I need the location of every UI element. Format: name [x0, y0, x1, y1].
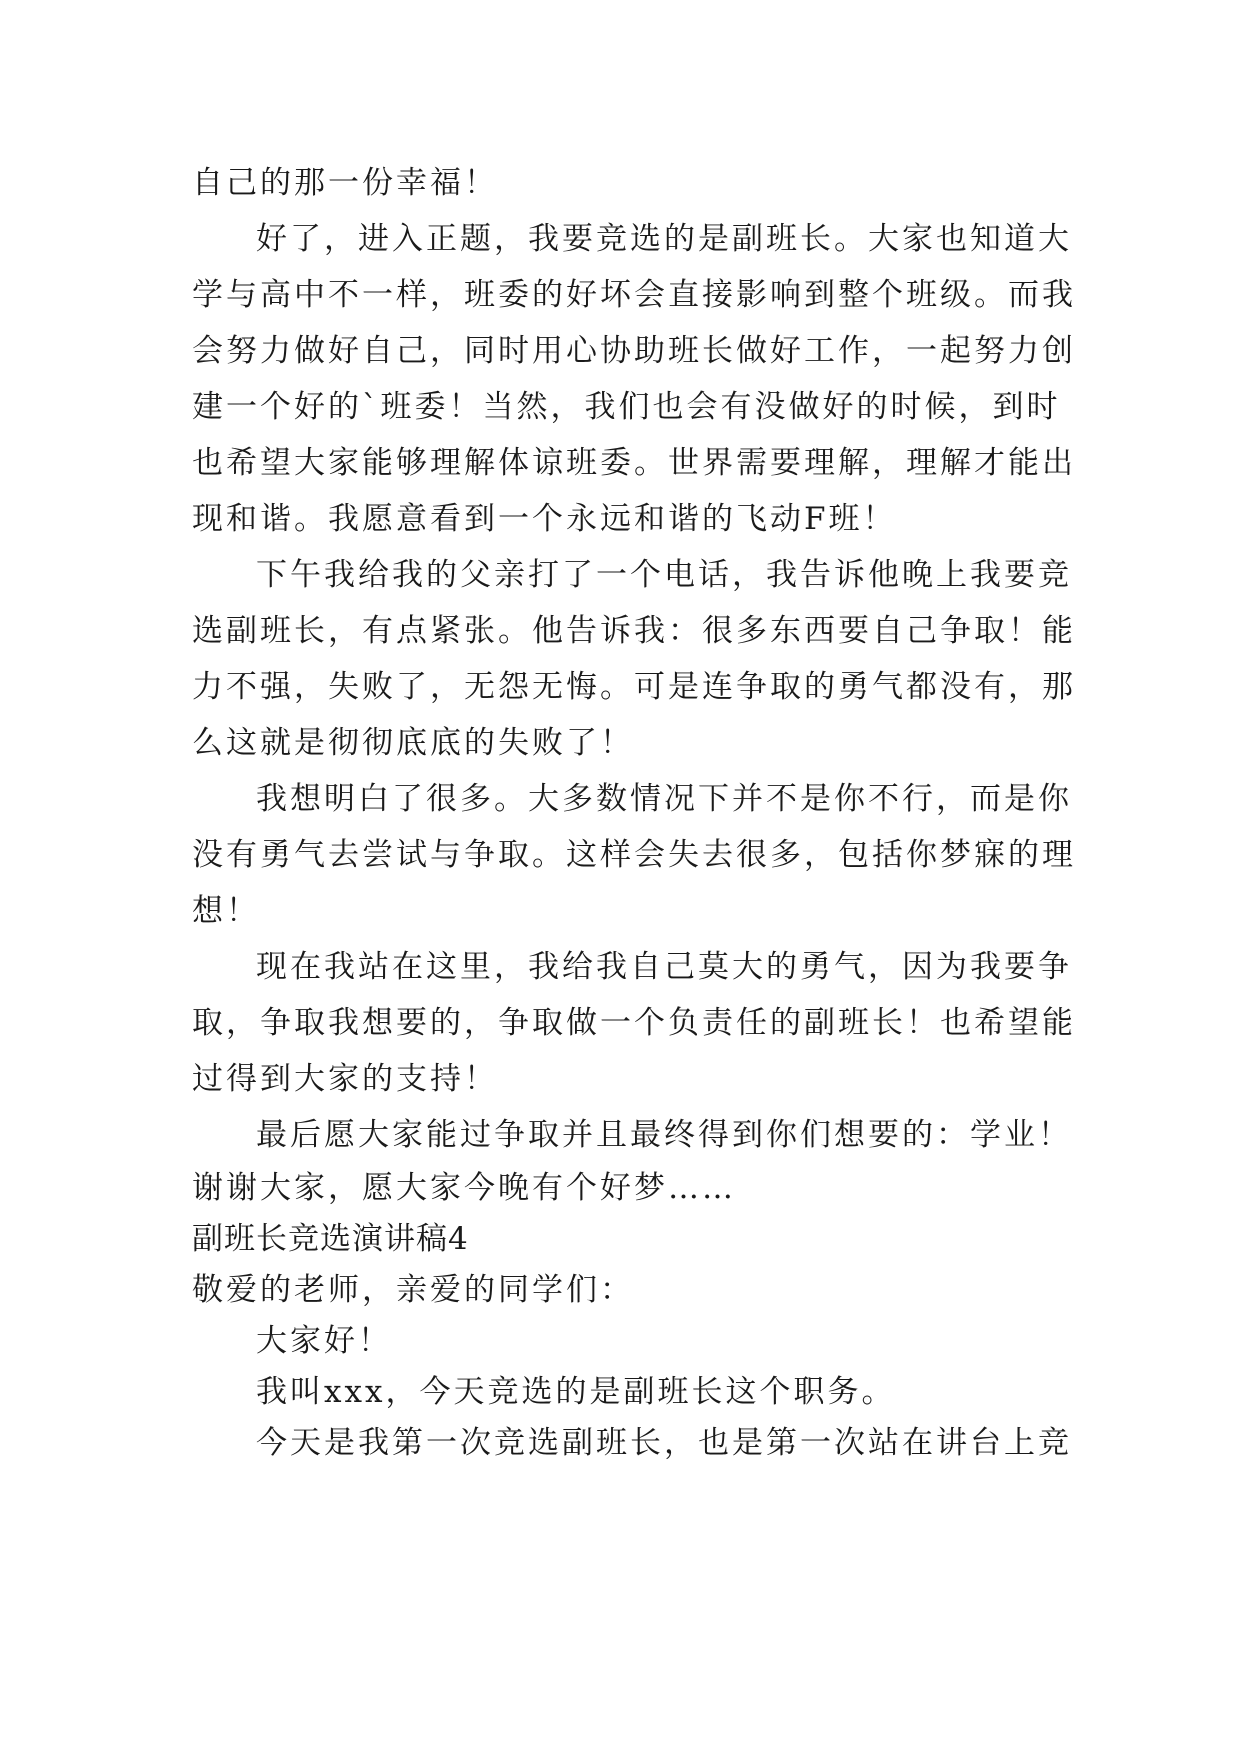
- text-line: 取，争取我想要的，争取做一个负责任的副班长！也希望能: [192, 1005, 1076, 1041]
- text-line: 也希望大家能够理解体谅班委。世界需要理解，理解才能出: [192, 445, 1076, 481]
- greeting: 大家好！: [256, 1323, 392, 1359]
- text-line: 学与高中不一样，班委的好坏会直接影响到整个班级。而我: [192, 277, 1076, 313]
- text-line: 自己的那一份幸福！: [192, 165, 498, 201]
- salutation: 敬爱的老师，亲爱的同学们：: [192, 1272, 634, 1308]
- text-line: 么这就是彻彻底底的失败了！: [192, 725, 634, 761]
- text-line: 力不强，失败了，无怨无悔。可是连争取的勇气都没有，那: [192, 669, 1076, 705]
- text-line: 会努力做好自己，同时用心协助班长做好工作，一起努力创: [192, 333, 1076, 369]
- text-line: 建一个好的`班委！当然，我们也会有没做好的时候，到时: [192, 389, 1061, 425]
- paragraph-start: 我想明白了很多。大多数情况下并不是你不行，而是你: [256, 781, 1072, 817]
- paragraph-start: 现在我站在这里，我给我自己莫大的勇气，因为我要争: [256, 949, 1072, 985]
- text-line: 没有勇气去尝试与争取。这样会失去很多，包括你梦寐的理: [192, 837, 1076, 873]
- section-heading: 副班长竞选演讲稿4: [192, 1221, 469, 1257]
- text-line: 想！: [192, 893, 260, 929]
- paragraph-start: 最后愿大家能过争取并且最终得到你们想要的：学业！: [256, 1117, 1072, 1153]
- text-line: 过得到大家的支持！: [192, 1061, 498, 1097]
- text-line: 谢谢大家，愿大家今晚有个好梦……: [192, 1170, 736, 1206]
- text-line: 现和谐。我愿意看到一个永远和谐的飞动F班！: [192, 501, 897, 537]
- document-body: [192, 155, 1076, 1469]
- paragraph-start: 我叫xxx，今天竞选的是副班长这个职务。: [256, 1374, 896, 1410]
- paragraph-start: 今天是我第一次竞选副班长，也是第一次站在讲台上竞: [256, 1425, 1072, 1461]
- paragraph-start: 好了，进入正题，我要竞选的是副班长。大家也知道大: [256, 221, 1072, 257]
- text-line: 选副班长，有点紧张。他告诉我：很多东西要自己争取！能: [192, 613, 1076, 649]
- paragraph-start: 下午我给我的父亲打了一个电话，我告诉他晚上我要竞: [256, 557, 1072, 593]
